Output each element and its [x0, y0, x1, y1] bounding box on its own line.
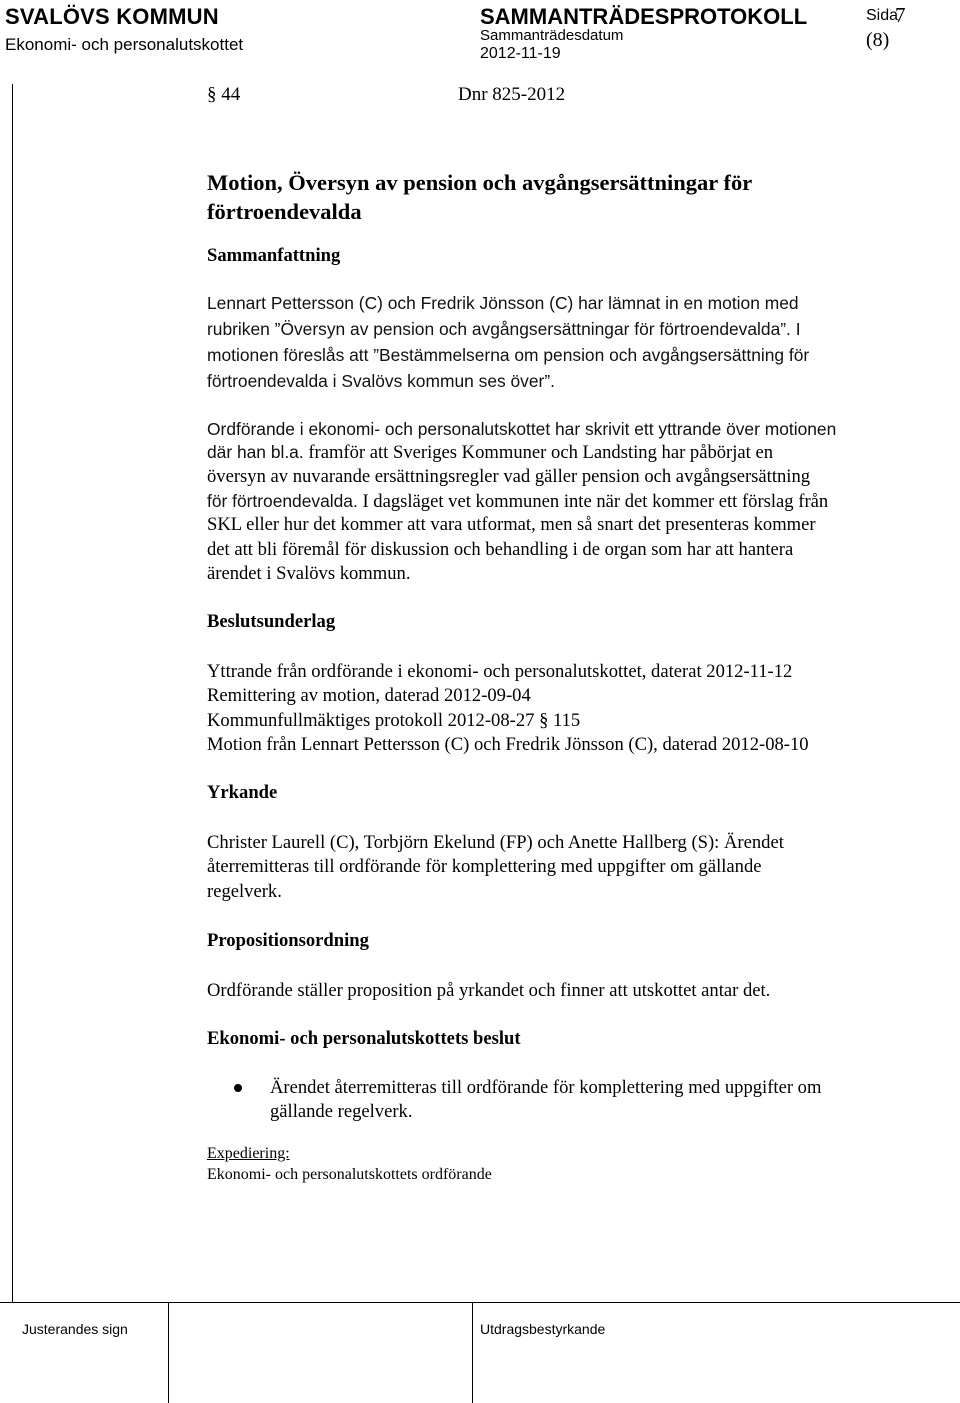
bullet-icon — [234, 1084, 242, 1092]
chair-statement-line — [207, 440, 773, 465]
protocol-title: SAMMANTRÄDESPROTOKOLL — [480, 4, 808, 29]
chair-statement-line — [207, 489, 828, 514]
page-total: (8) — [866, 29, 890, 51]
summary-line: förtroendevalda i Svalövs kommun ses över”. — [207, 371, 555, 391]
summary-heading: Sammanfattning — [207, 245, 341, 266]
chair-statement-line: det att bli föremål för diskussion och behandling i de organ som har att hantera — [207, 539, 794, 560]
basis-item: Yttrande från ordförande i ekonomi- och personalutskottet, daterat 2012-11-12 — [207, 661, 793, 682]
chair-statement-line: översyn av nuvarande ersättningsregler vad gäller pension och avgångsersättning — [207, 466, 811, 487]
signature-label: Justerandes sign — [22, 1321, 128, 1337]
department-name: Ekonomi- och personalutskottet — [5, 35, 244, 54]
page-number: 7 — [895, 3, 906, 27]
case-number: Dnr 825-2012 — [458, 84, 566, 105]
basis-item: Remittering av motion, daterad 2012-09-04 — [207, 685, 531, 707]
footer-column-divider — [168, 1302, 169, 1403]
claim-line: regelverk. — [207, 880, 282, 902]
item-title — [207, 168, 752, 226]
item-title-line: Motion, Översyn av pension och avgångsersättningar för — [207, 170, 753, 195]
basis-item: Motion från Lennart Pettersson (C) och Fredrik Jönsson (C), daterad 2012-08-10 — [207, 733, 809, 755]
extract-certification-label: Utdragsbestyrkande — [480, 1321, 606, 1337]
expedition-label: Expediering: — [207, 1145, 290, 1162]
footer-column-divider — [472, 1302, 473, 1403]
chair-statement-fragment: I dagsläget vet kommunen inte när det kommer ett förslag från — [357, 491, 829, 512]
organization-name: SVALÖVS KOMMUN — [5, 4, 219, 29]
left-margin-line — [12, 84, 13, 1302]
proposition-text: Ordförande ställer proposition på yrkandet och finner att utskottet antar det. — [207, 980, 771, 1001]
page-label: Sida — [866, 7, 899, 24]
basis-list — [207, 660, 809, 757]
summary-line: motionen föreslås att ”Bestämmelserna om pension och avgångsersättning för — [207, 345, 810, 365]
basis-heading: Beslutsunderlag — [207, 611, 336, 632]
meeting-date-value: 2012-11-19 — [480, 45, 561, 62]
paragraph-number: § 44 — [207, 84, 241, 105]
basis-item: Kommunfullmäktiges protokoll 2012-08-27 § 115 — [207, 709, 581, 731]
summary-line: rubriken ”Översyn av pension och avgångsersättningar för förtroendevalda”. I — [207, 319, 801, 339]
decision-line: gällande regelverk. — [270, 1101, 413, 1123]
meeting-date-label: Sammanträdesdatum — [480, 27, 624, 44]
chair-statement-line: ärendet i Svalövs kommun. — [207, 563, 411, 584]
decision-heading: Ekonomi- och personalutskottets beslut — [207, 1028, 521, 1049]
item-title-line: förtroendevalda — [207, 199, 362, 224]
footer-divider — [0, 1302, 960, 1303]
chair-statement-fragment: framför att Sveriges Kommuner och Landsting har påbörjat en — [303, 442, 774, 463]
decision-bullet-text — [270, 1076, 821, 1125]
claim-paragraph — [207, 831, 784, 904]
summary-line: Lennart Pettersson (C) och Fredrik Jönsson (C) har lämnat in en motion med — [207, 293, 799, 313]
claim-line: Christer Laurell (C), Torbjörn Ekelund (FP) och Anette Hallberg (S): Ärendet — [207, 832, 784, 853]
chair-statement-line: Ordförande i ekonomi- och personalutskottet har skrivit ett yttrande över motionen — [207, 419, 837, 439]
summary-paragraph — [207, 290, 809, 394]
chair-statement-fragment: för förtroendevalda. — [207, 491, 358, 511]
claim-line: återremitteras till ordförande för komplettering med uppgifter om gällande — [207, 856, 762, 878]
chair-statement-fragment: där han bl.a. — [207, 442, 304, 462]
expedition-recipient: Ekonomi- och personalutskottets ordförande — [207, 1166, 492, 1183]
claim-heading: Yrkande — [207, 782, 278, 803]
decision-line: Ärendet återremitteras till ordförande för komplettering med uppgifter om — [270, 1077, 822, 1098]
proposition-heading: Propositionsordning — [207, 930, 369, 951]
chair-statement-line: SKL eller hur det kommer att vara utformat, men så snart det presenteras kommer — [207, 514, 816, 535]
